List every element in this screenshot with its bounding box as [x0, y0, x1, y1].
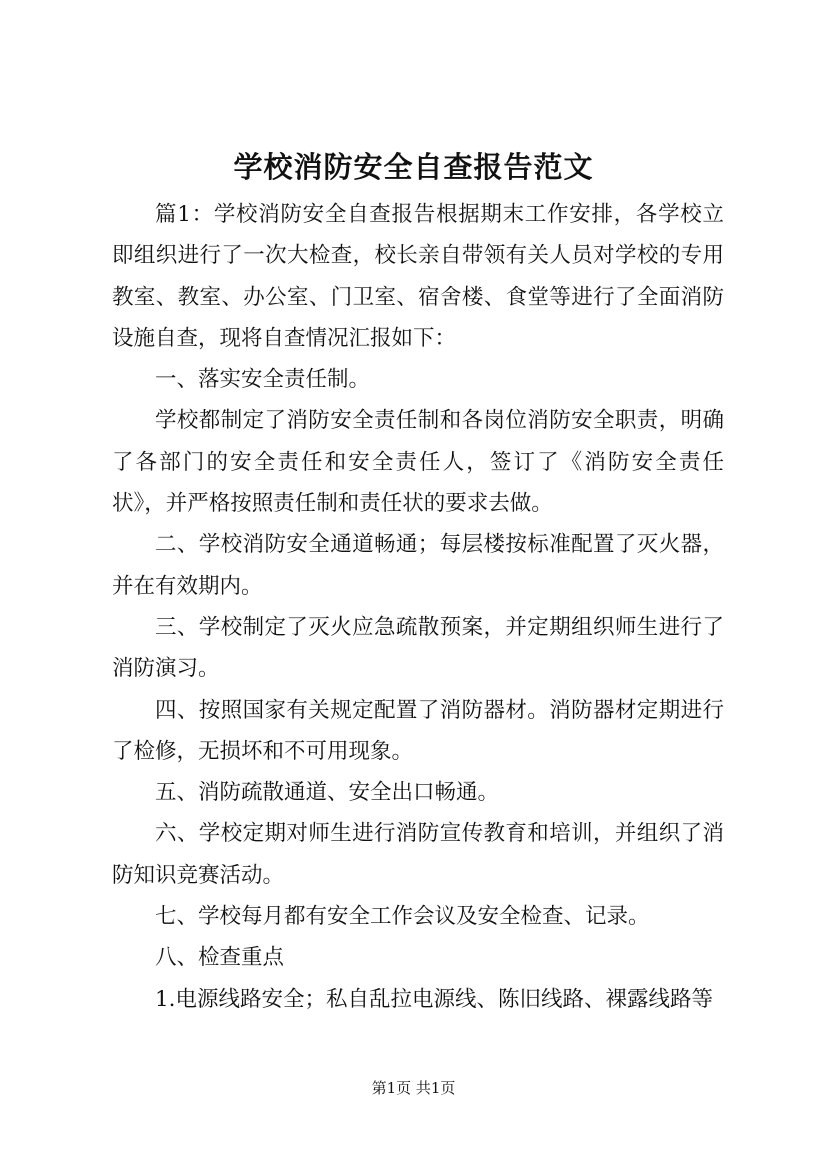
paragraph-heading-8: 八、检查重点	[155, 945, 285, 971]
paragraph-item-5: 五、消防疏散通道、安全出口畅通。	[155, 780, 500, 806]
paragraph-item-3: 三、学校制定了灭火应急疏散预案，并定期组织师生进行了消防演习。	[112, 614, 724, 682]
paragraph-item-4: 四、按照国家有关规定配置了消防器材。消防器材定期进行了检修，无损坏和不可用现象。	[112, 697, 724, 764]
paragraph-check-1: 1.电源线路安全；私自乱拉电源线、陈旧线路、裸露线路等	[155, 986, 714, 1012]
paragraph-intro: 篇1：学校消防安全自查报告根据期末工作安排，各学校立即组织进行了一次大检查，校长亲自带领有关人员对学校的专用教室、教室、办公室、门卫室、宿舍楼、食堂等进行了全面消防设施自查，现将自查情况汇报如下：	[112, 202, 724, 351]
paragraph-item-2: 二、学校消防安全通道畅通；每层楼按标准配置了灭火器，并在有效期内。	[112, 532, 724, 599]
paragraph-item-6: 六、学校定期对师生进行消防宣传教育和培训，并组织了消防知识竞赛活动。	[112, 821, 724, 888]
paragraph-responsibility: 学校都制定了消防安全责任制和各岗位消防安全职责，明确了各部门的安全责任和安全责任人，签订了《消防安全责任状》，并严格按照责任制和责任状的要求去做。	[112, 408, 724, 517]
paragraph-item-7: 七、学校每月都有安全工作会议及安全检查、记录。	[155, 904, 650, 930]
paragraph-heading-1: 一、落实安全责任制。	[155, 367, 371, 393]
document-body	[112, 194, 724, 1020]
document-title: 学校消防安全自查报告范文	[233, 150, 594, 184]
page-footer: 第1页 共1页	[371, 1079, 456, 1097]
